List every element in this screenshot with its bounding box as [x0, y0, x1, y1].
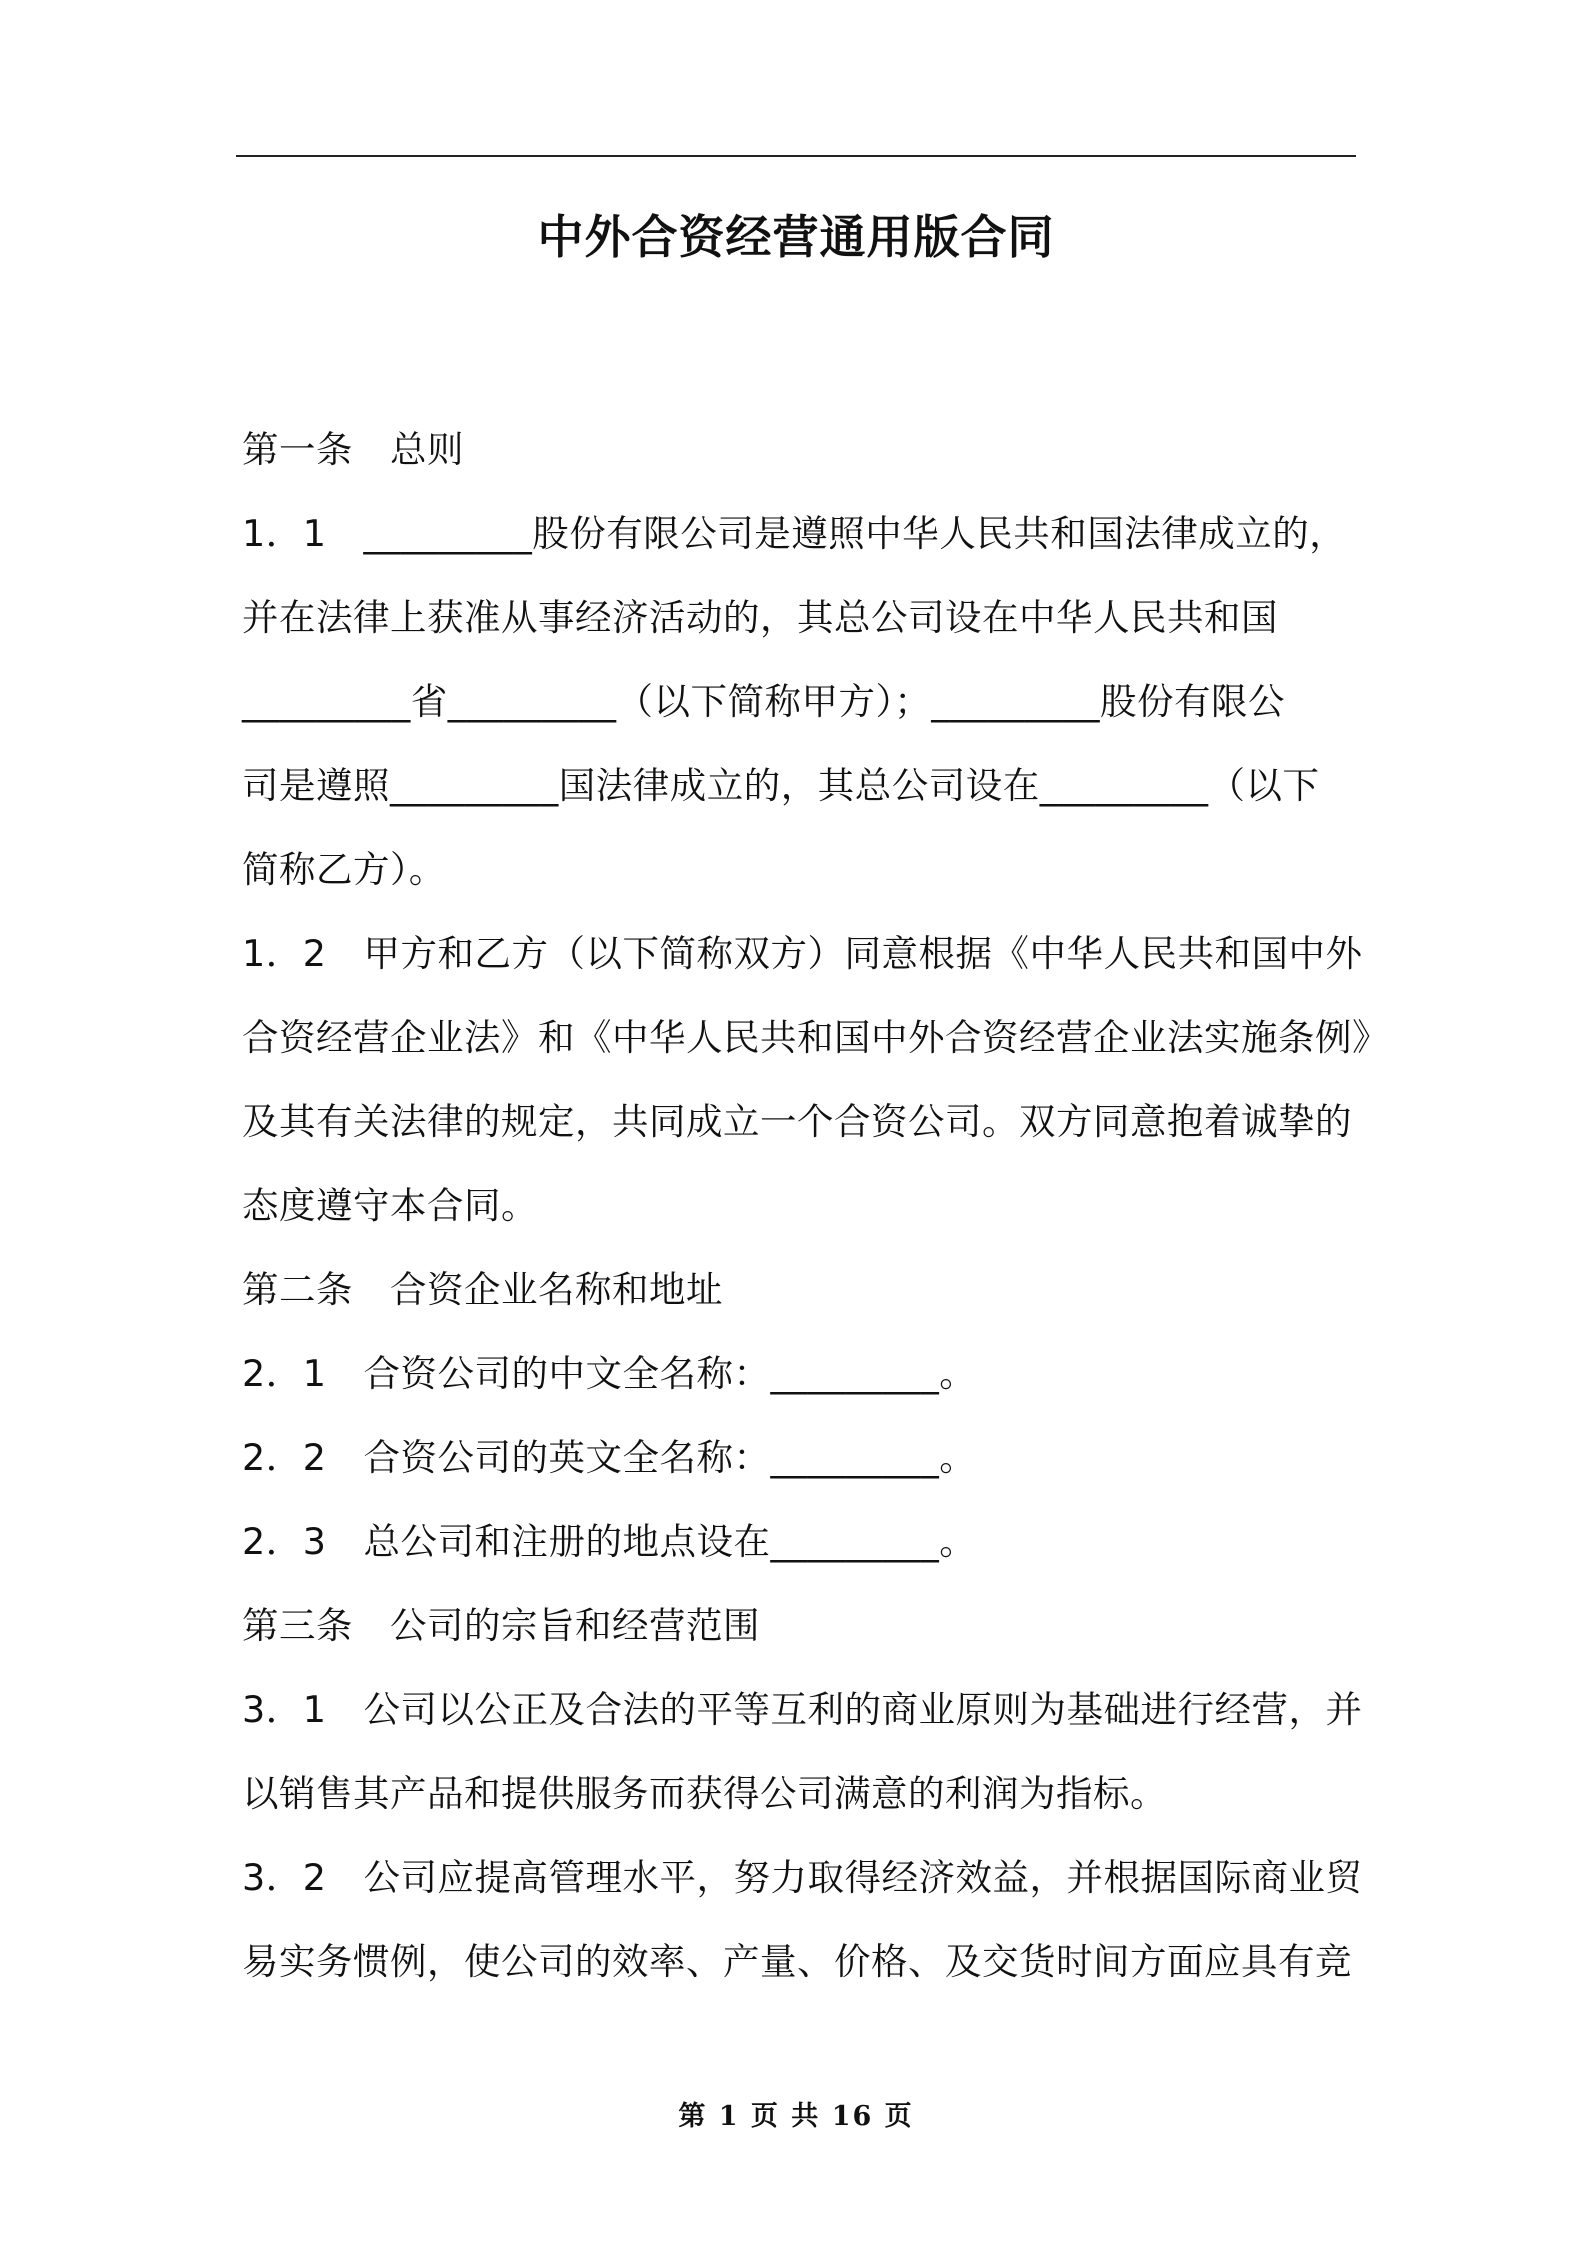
text-line: 简称乙方）。	[242, 848, 446, 891]
text-line: 司是遵照_________国法律成立的，其总公司设在_________（以下	[242, 764, 1320, 807]
document-body	[242, 408, 1389, 2004]
text-line: 态度遵守本合同。	[242, 1184, 538, 1227]
page-footer: 第 1 页 共 16 页	[678, 2101, 914, 2132]
section-heading: 第二条 合资企业名称和地址	[242, 1268, 723, 1311]
text-line: 2．3 总公司和注册的地点设在_________。	[242, 1520, 977, 1563]
section-heading: 第一条 总则	[242, 428, 464, 471]
document-title: 中外合资经营通用版合同	[537, 210, 1055, 264]
text-line: 1．1 _________股份有限公司是遵照中华人民共和国法律成立的，	[242, 512, 1347, 555]
text-line: 3．2 公司应提高管理水平，努力取得经济效益，并根据国际商业贸	[242, 1856, 1363, 1899]
text-line: 及其有关法律的规定，共同成立一个合资公司。双方同意抱着诚挚的	[242, 1100, 1352, 1143]
text-line: 易实务惯例，使公司的效率、产量、价格、及交货时间方面应具有竞	[242, 1940, 1352, 1983]
text-line: 以销售其产品和提供服务而获得公司满意的利润为指标。	[242, 1772, 1167, 1815]
header-rule	[236, 155, 1356, 157]
text-line: _________省_________（以下简称甲方）；_________股份有限公	[242, 680, 1285, 723]
text-line: 2．2 合资公司的英文全名称：_________。	[242, 1436, 977, 1479]
text-line: 合资经营企业法》和《中华人民共和国中外合资经营企业法实施条例》	[242, 1016, 1389, 1059]
text-line: 2．1 合资公司的中文全名称：_________。	[242, 1352, 977, 1395]
text-line: 1．2 甲方和乙方（以下简称双方）同意根据《中华人民共和国中外	[242, 932, 1363, 975]
text-line: 并在法律上获准从事经济活动的，其总公司设在中华人民共和国	[242, 596, 1278, 639]
section-heading: 第三条 公司的宗旨和经营范围	[242, 1604, 760, 1647]
text-line: 3．1 公司以公正及合法的平等互利的商业原则为基础进行经营，并	[242, 1688, 1363, 1731]
